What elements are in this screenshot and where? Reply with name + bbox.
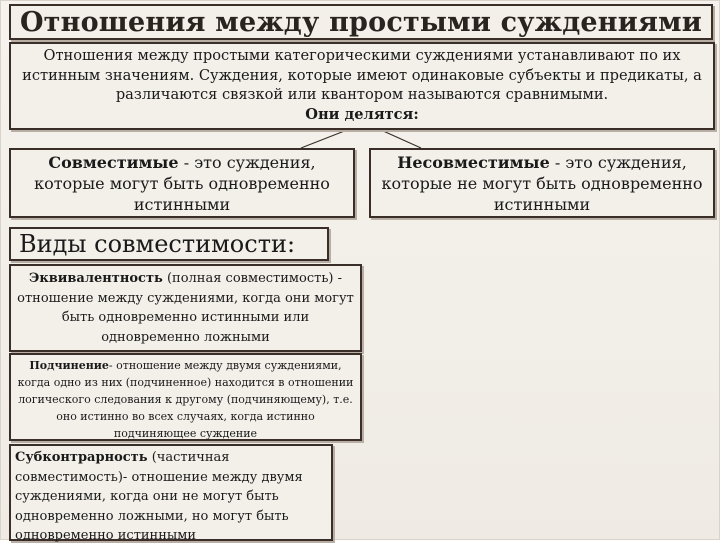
title-box [9, 4, 713, 40]
equivalence-text: (полная совместимость) - отношение между суждениями, когда они могут быть одновременно истинными или одновременно ложными [17, 271, 354, 345]
equivalence-box [9, 264, 362, 352]
subcontrary-box [9, 444, 333, 541]
connector-to-incompatible [381, 130, 421, 148]
incompatible-box [369, 148, 715, 218]
incompatible-text: - это суждения, которые не могут быть одновременно истинными [381, 153, 703, 214]
connector-to-compatible [301, 130, 347, 148]
subcontrary-term: Субконтрарность [15, 450, 148, 465]
intro-paragraph [17, 46, 707, 124]
subordination-text: - отношение между двумя суждениями, когда одно из них (подчиненное) находится в отношении логического следования к другому (подчиняющему), т.е. оно истинно во всех случаях, когда истинно подчиняющее суждение [17, 359, 354, 440]
compatible-definition [17, 152, 347, 215]
intro-bold-text: Они делятся: [305, 105, 419, 123]
subcontrary-definition [15, 448, 327, 546]
subordination-term: Подчинение [29, 359, 109, 372]
equivalence-term: Эквивалентность [28, 271, 163, 286]
types-heading: Виды совместимости: [19, 230, 296, 258]
compatible-text: - это суждения, которые могут быть одновременно истинными [34, 153, 330, 214]
subcontrary-text: (частичная совместимость)- отношение между двумя суждениями, когда они не могут быть одновременно ложными, но могут быть одновременно истинными [15, 450, 303, 543]
subordination-definition [17, 357, 354, 442]
incompatible-definition [377, 152, 707, 215]
incompatible-term: Несовместимые [397, 153, 550, 172]
types-heading-box [9, 227, 329, 261]
subordination-box [9, 353, 362, 441]
compatible-box [9, 148, 355, 218]
equivalence-definition [17, 269, 354, 347]
slide-title: Отношения между простыми суждениями [19, 7, 703, 38]
compatible-term: Совместимые [48, 153, 179, 172]
intro-box [9, 42, 715, 130]
intro-text: Отношения между простыми категорическими суждениями устанавливают по их истинным значениям. Суждения, которые имеют одинаковые субъекты и предикаты, а различаются связкой или квантором называются сравнимыми. [22, 47, 702, 103]
